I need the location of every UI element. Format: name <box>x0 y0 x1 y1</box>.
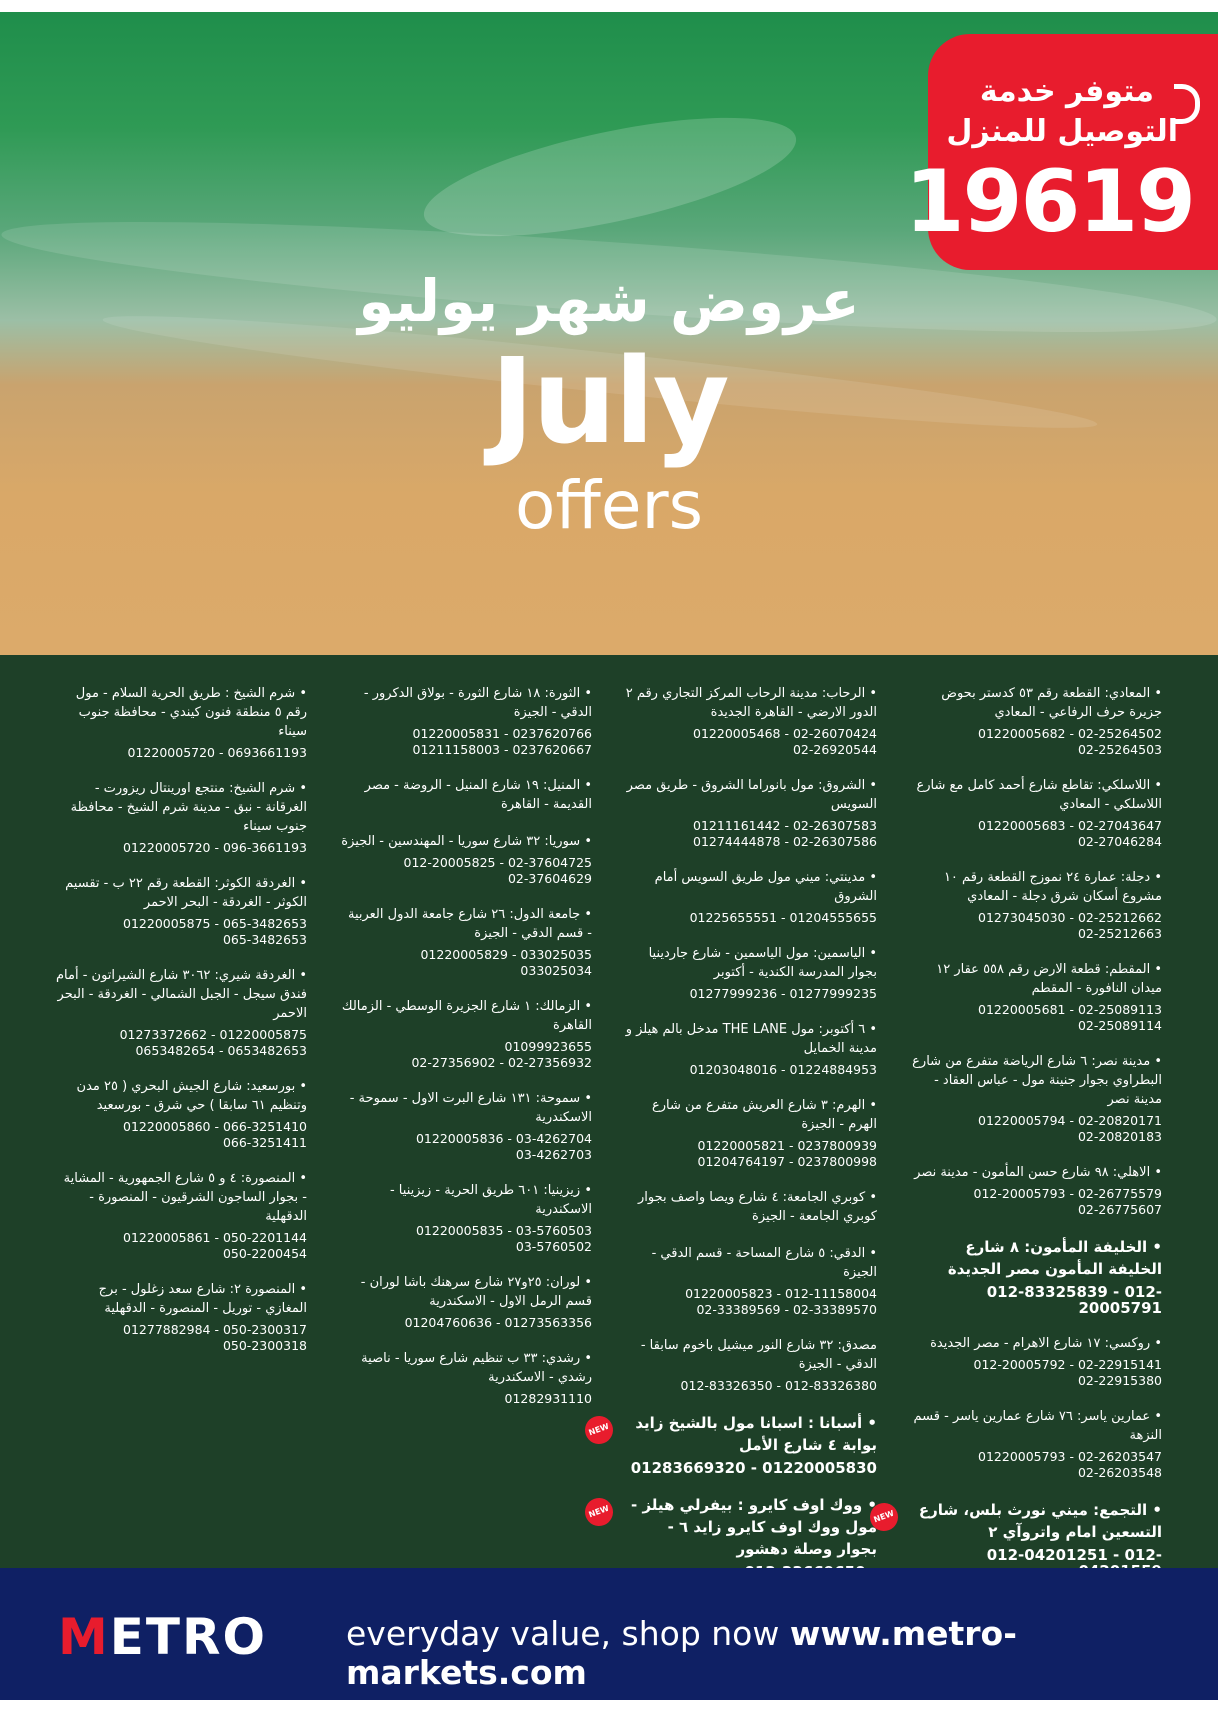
branch-address: • اللاسلكي: تقاطع شارع أحمد كامل مع شارع اللاسلكي - المعادي <box>916 778 1162 812</box>
branch-address: • عمارين ياسر: ٧٦ شارع عمارين ياسر - قسم النزهة <box>913 1409 1162 1443</box>
branch-phones: 01273045030 - 02-25212662 02-25212663 <box>978 910 1162 941</box>
new-badge: NEW <box>866 1499 902 1535</box>
title-offers: offers <box>515 467 703 544</box>
branch-item <box>872 1499 1162 1579</box>
branch-item <box>910 684 1162 758</box>
branch-address: • الشروق: مول بانوراما الشروق - طريق مصر السويس <box>626 778 877 812</box>
branch-phones: 01211161442 - 02-26307583 01274444878 - 02-26307586 <box>693 818 877 849</box>
branch-item <box>625 1188 877 1226</box>
branch-item <box>340 905 592 979</box>
new-badge: NEW <box>581 1412 617 1448</box>
branch-address: • الخليفة المأمون: ٨ شارع الخليفة المأمون مصر الجديدة <box>947 1238 1162 1278</box>
branch-address: • مدينتي: ميني مول طريق السويس أمام الشروق <box>654 870 877 904</box>
branch-phones: 01220005681 - 02-25089113 02-25089114 <box>978 1002 1162 1033</box>
branch-item <box>625 1244 877 1318</box>
branch-phones: 01220005835 - 03-5760503 03-5760502 <box>415 1223 592 1254</box>
branch-item <box>55 1077 307 1151</box>
branch-phones: 012-20005792 - 02-22915141 02-22915380 <box>973 1357 1162 1388</box>
branch-item <box>910 1334 1162 1389</box>
branch-phones: 01220005831 - 0237620766 01211158003 - 0237620667 <box>412 726 592 757</box>
branch-item <box>625 1020 877 1078</box>
branch-phones: 012-20005793 - 02-26775579 02-26775607 <box>973 1186 1162 1217</box>
branch-item <box>625 1096 877 1170</box>
branch-item <box>340 684 592 758</box>
branch-item <box>340 776 592 814</box>
branch-address: • المقطم: قطعة الارض رقم ٥٥٨ عقار ١٢ ميدان النافورة - المقطم <box>936 962 1162 996</box>
branch-item <box>55 1169 307 1262</box>
branch-item <box>910 1236 1162 1316</box>
branch-phones: 01220005720 - 0693661193 <box>127 745 307 760</box>
branch-item <box>55 1280 307 1354</box>
branch-address: • التجمع: ميني نورث بلس، شارع التسعين امام واتروآي ٢ <box>918 1501 1162 1541</box>
branch-address: • أسبانا : اسبانا مول بالشيخ زايد بوابة ٤ شارع الأمل <box>635 1414 877 1454</box>
logo-m: M <box>58 1608 110 1666</box>
branch-address: • الرحاب: مدينة الرحاب المركز التجاري رقم ٢ الدور الارضي - القاهرة الجديدة <box>625 686 877 720</box>
delivery-badge <box>904 34 1218 270</box>
branch-item <box>625 868 877 926</box>
branches-column-2 <box>587 684 877 1614</box>
branch-phones: 01283669320 - 01220005830 <box>630 1459 877 1477</box>
branches-column-3 <box>340 684 592 1425</box>
logo-rest: ETRO <box>109 1608 268 1666</box>
branch-address: • المنصورة: ٤ و ٥ شارع الجمهورية - المشاية - بجوار الساجون الشرقيون - المنصورة - الدقهلية <box>63 1171 307 1224</box>
branch-phones: 012-83325839 - 012-20005791 <box>986 1283 1162 1317</box>
branch-phones: 01220005875 - 065-3482653 065-3482653 <box>123 916 307 947</box>
branch-address: • ووك اوف كايرو : بيفرلي هيلز - مول ووك اوف كايرو زايد ٦ - بجوار وصلة دهشور <box>631 1496 877 1558</box>
branch-item <box>55 684 307 761</box>
branch-phones: 01220005468 - 02-26070424 02-26920544 <box>693 726 877 757</box>
branch-phones: 01220005860 - 066-3251410 066-3251411 <box>123 1119 307 1150</box>
metro-logo <box>58 1608 267 1666</box>
branch-phones: 01220005829 - 033025035 033025034 <box>420 947 592 978</box>
delivery-line1: متوفر خدمة <box>979 74 1154 109</box>
branch-phones: 01220005794 - 02-20820171 02-20820183 <box>978 1113 1162 1144</box>
branch-address: • الغردقة شيري: ٣٠٦٢ شارع الشيراتون - أمام فندق سيجل - الجبل الشمالي - الغردقة - البحر الاحمر <box>56 968 307 1021</box>
branch-address: • كوبري الجامعة: ٤ شارع ويصا واصف بجوار كوبري الجامعة - الجيزة <box>638 1190 877 1224</box>
branch-phones: 01225655551 - 01204555655 <box>689 910 877 925</box>
branch-item <box>55 779 307 856</box>
branch-item <box>910 1163 1162 1218</box>
branch-address: • شرم الشيخ : طريق الحرية السلام - مول رقم ٥ منطقة فنون كيندي - محافظة جنوب سيناء <box>75 686 307 739</box>
branch-address: • الغردقة الكوثر: القطعة رقم ٢٢ ب - تقسيم الكوثر - الغردقة - البحر الاحمر <box>65 876 307 910</box>
branch-address: • المنيل: ١٩ شارع المنيل - الروضة - مصر القديمة - القاهرة <box>364 778 592 812</box>
title-arabic: عروض شهر يوليو <box>358 267 860 335</box>
branch-phones: 01220005821 - 0237800939 01204764197 - 0237800998 <box>697 1138 877 1169</box>
branches-column-4 <box>55 684 307 1372</box>
branch-phones: 01277882984 - 050-2300317 050-2300318 <box>123 1322 307 1353</box>
tagline-text: everyday value, shop now <box>346 1614 790 1653</box>
branch-item <box>340 1089 592 1163</box>
branch-item <box>587 1412 877 1477</box>
branch-item <box>625 776 877 850</box>
branch-phones: 01273372662 - 01220005875 0653482654 - 0653482653 <box>119 1027 307 1058</box>
branch-address: • زيزينيا: ٦٠١ طريق الحرية - زيزينيا - الاسكندرية <box>389 1183 592 1217</box>
branch-address: • لوران: ٢٥و٢٧ شارع سرهنك باشا لوران - قسم الرمل الاول - الاسكندرية <box>360 1275 592 1309</box>
branch-phones: 01220005823 - 012-11158004 02-33389569 - 02-33389570 <box>685 1286 877 1317</box>
branch-phones: 01220005683 - 02-27043647 02-27046284 <box>978 818 1162 849</box>
branch-item <box>910 1407 1162 1481</box>
branch-address: • سموحة: ١٣١ شارع البرت الاول - سموحة - الاسكندرية <box>349 1091 592 1125</box>
branch-address: • شرم الشيخ: منتجع اورينتال ريزورت - الغرقانة - نبق - مدينة شرم الشيخ - محافظة جنوب سيناء <box>70 781 307 834</box>
branch-item <box>340 997 592 1071</box>
branch-item <box>625 1336 877 1394</box>
branch-item <box>625 944 877 1002</box>
branch-address: • المنصورة ٢: شارع سعد زغلول - برج المغازي - توريل - المنصورة - الدقهلية <box>98 1282 307 1316</box>
branch-phones: 01220005793 - 02-26203547 02-26203548 <box>978 1449 1162 1480</box>
branch-phones: 012-83326350 - 012-83326380 <box>680 1378 877 1393</box>
branch-item <box>340 1349 592 1407</box>
branch-item <box>910 776 1162 850</box>
new-badge: NEW <box>581 1494 617 1530</box>
title-july: July <box>490 332 728 470</box>
branch-address: • الهرم: ٣ شارع العريش متفرع من شارع الهرم - الجيزة <box>652 1098 877 1132</box>
branch-phones: 01220005861 - 050-2201144 050-2200454 <box>123 1230 307 1261</box>
branch-address: • سوريا: ٣٢ شارع سوريا - المهندسين - الجيزة <box>341 834 592 849</box>
branch-address: مصدق: ٣٢ شارع النور ميشيل باخوم سابقا - الدقي - الجيزة <box>640 1338 877 1372</box>
branch-address: • جامعة الدول: ٢٦ شارع جامعة الدول العربية - قسم الدقي - الجيزة <box>347 907 592 941</box>
branch-item <box>340 1181 592 1255</box>
branch-address: • ٦ أكتوبر: مول THE LANE مدخل بالم هيلز و مدينة الخمايل <box>625 1022 877 1056</box>
tagline <box>346 1614 1218 1692</box>
branch-address: • روكسي: ١٧ شارع الاهرام - مصر الجديدة <box>930 1336 1162 1351</box>
branch-address: • دجلة: عمارة ٢٤ نموزج القطعة رقم ١٠ مشروع أسكان شرق دجلة - المعادي <box>943 870 1162 904</box>
branch-address: • المعادي: القطعة رقم ٥٣ كدستر بحوض جزيرة حرف الرفاعي - المعادي <box>941 686 1162 720</box>
branch-phones: 01220005836 - 03-4262704 03-4262703 <box>415 1131 592 1162</box>
branch-address: • مدينة نصر: ٦ شارع الرياضة متفرع من شارع البطراوي بجوار جنينة مول - عباس العقاد - مدينة نصر <box>912 1054 1162 1107</box>
branch-phones: 01277999236 - 01277999235 <box>689 986 877 1001</box>
branch-item <box>910 1052 1162 1145</box>
branch-address: • الياسمين: مول الياسمين - شارع جاردينيا بجوار المدرسة الكندية - أكتوبر <box>648 946 877 980</box>
branch-address: • الدقي: ٥ شارع المساحة - قسم الدقي - الجيزة <box>651 1246 877 1280</box>
website-link[interactable]: www.metro-markets.com <box>346 1614 1017 1692</box>
branch-item <box>910 960 1162 1034</box>
branch-item <box>340 832 592 887</box>
branch-item <box>910 868 1162 942</box>
branches-column-1 <box>872 684 1162 1597</box>
branch-phones: 01282931110 <box>504 1391 592 1406</box>
branch-item <box>55 874 307 948</box>
delivery-number: 19619 <box>904 152 1194 252</box>
branch-phones: 01203048016 - 01224884953 <box>689 1062 877 1077</box>
branch-address: • الزمالك: ١ شارع الجزيرة الوسطي - الزمالك القاهرة <box>341 999 592 1033</box>
branch-phones: 01220005720 - 096-3661193 <box>123 840 307 855</box>
branch-item <box>625 684 877 758</box>
branch-phones: 01099923655 02-27356902 - 02-27356932 <box>411 1039 592 1070</box>
branch-address: • الثورة: ١٨ شارع الثورة - بولاق الدكرور - الدقي - الجيزة <box>363 686 592 720</box>
branch-phones: 012-04201251 - 012- <box>986 1546 1162 1564</box>
branch-address: • الاهلي: ٩٨ شارع حسن المأمون - مدينة نصر <box>914 1165 1162 1180</box>
branch-phones: 01204760636 - 01273563356 <box>404 1315 592 1330</box>
branch-address: • رشدي: ٣٣ ب تنظيم شارع سوريا - ناصية رشدي - الاسكندرية <box>361 1351 592 1385</box>
branch-address: • بورسعيد: شارع الجيش البحري ( ٢٥ مدن وتنظيم ٦١ سابقا ) حي شرق - بورسعيد <box>76 1079 307 1113</box>
branch-phones: 012-20005825 - 02-37604725 02-37604629 <box>403 855 592 886</box>
branch-item <box>55 966 307 1059</box>
branch-phones: 01220005682 - 02-25264502 02-25264503 <box>978 726 1162 757</box>
hero-banner <box>0 12 1218 655</box>
branch-item <box>340 1273 592 1331</box>
delivery-line2: التوصيل للمنزل <box>946 114 1178 149</box>
